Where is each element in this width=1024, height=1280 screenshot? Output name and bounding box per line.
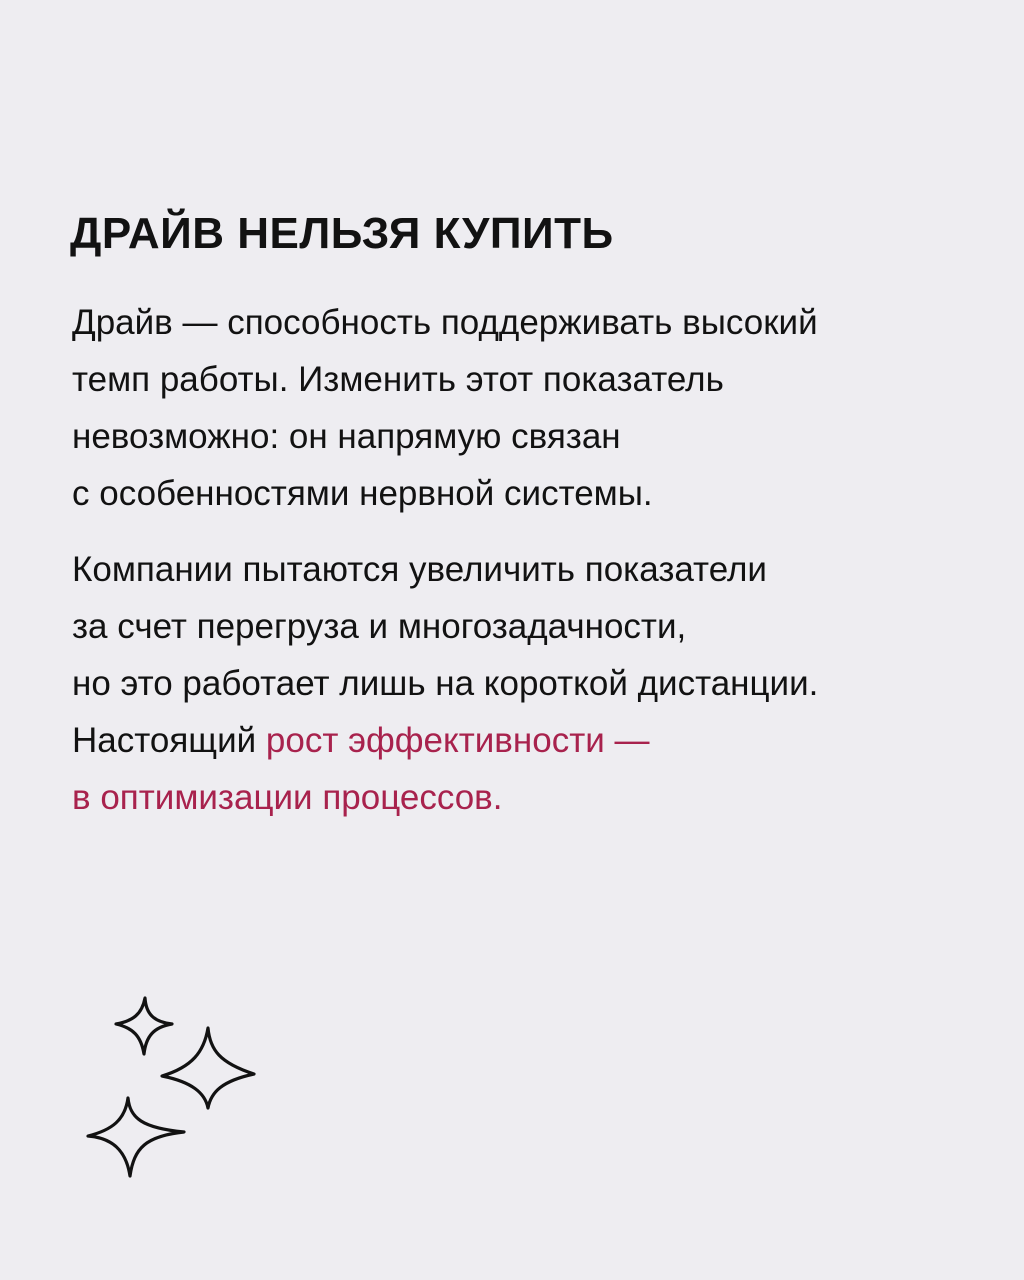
paragraph-efficiency xyxy=(72,541,992,826)
text-line-mixed xyxy=(72,712,992,769)
text-line: невозможно: он напрямую связан xyxy=(72,417,621,456)
text-line: за счет перегруза и многозадачности, xyxy=(72,607,687,646)
sparkles-icon xyxy=(80,990,270,1190)
highlight-text: рост эффективности — xyxy=(265,721,650,760)
text-line: с особенностями нервной системы. xyxy=(72,474,653,513)
slide-title: ДРАЙВ НЕЛЬЗЯ КУПИТЬ xyxy=(70,209,614,258)
text-line: темп работы. Изменить этот показатель xyxy=(72,360,724,399)
text-line: но это работает лишь на короткой дистанции. xyxy=(72,664,819,703)
paragraph-drive-definition xyxy=(72,294,992,522)
text-line: Компании пытаются увеличить показатели xyxy=(72,550,767,589)
highlight-text: в оптимизации процессов. xyxy=(72,778,503,817)
text-prefix: Настоящий xyxy=(72,721,266,760)
text-line: Драйв — способность поддерживать высокий xyxy=(72,303,818,342)
